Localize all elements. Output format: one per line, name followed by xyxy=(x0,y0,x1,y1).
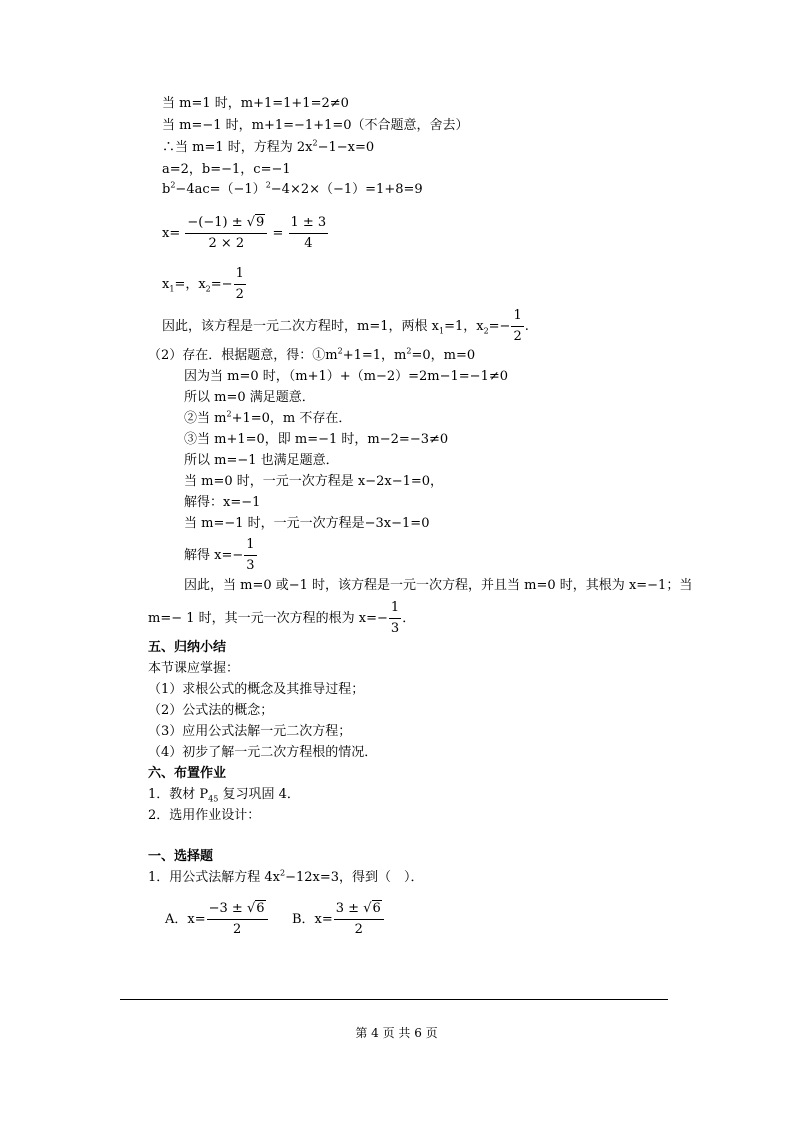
line-part-2: （2）存在．根据题意，得：$①m^2+1=1$，$m^2=0$，m=0 xyxy=(148,346,476,363)
section-heading-summary: 五、归纳小结 xyxy=(148,640,227,655)
line-root-formula: x= $\frac{-(-1) \pm √9}{2 \times 2}$ = $\frac{1 \pm 3}{4}$ xyxy=(162,213,329,254)
homework-item-2: 2．选用作业设计： xyxy=(148,808,261,823)
line-m-1: 当 m=−1 时，m+1=−1+1=0（不合题意，舍去） xyxy=(162,118,469,133)
summary-intro: 本节课应掌握： xyxy=(148,661,240,676)
line-coefficients: a=2，b=−1，c=−1 xyxy=(162,162,291,177)
line-satisfy-2: 所以 m=−1 也满足题意． xyxy=(184,453,339,468)
fraction-2: $\frac{1 \pm 3}{4}$ xyxy=(290,215,327,251)
question-1: 1．用公式法解方程 $4x^2-12x=3$，得到（ ）． xyxy=(148,868,424,885)
summary-item-3: （3）应用公式法解一元二次方程； xyxy=(148,724,352,739)
fraction-1: $\frac{-(-1) \pm √9}{2 \times 2}$ xyxy=(185,213,267,254)
line-linear-1: 当 m=0 时，一元一次方程是 x−2x−1=0， xyxy=(184,474,444,489)
option-a: A．x= $\frac{-3 \pm √6}{2}$ xyxy=(165,899,269,940)
line-conclusion-2: 因此，当 m=0 或−1 时，该方程是一元一次方程，并且当 m=0 时，其根为 x=−1；当 xyxy=(184,578,693,593)
line-linear-2: 当 m=−1 时，一元一次方程是−3x−1=0 xyxy=(184,516,430,531)
line-case-3: ③当 m+1=0，即 m=−1 时，m−2=−3≠0 xyxy=(184,432,449,447)
summary-item-2: （2）公式法的概念； xyxy=(148,703,274,718)
line-solve-1: 解得：x=−1 xyxy=(184,495,261,510)
line-m1: 当 m=1 时，m+1=1+1=2≠0 xyxy=(162,96,349,111)
line-conclusion-3: m=− 1 时，其一元一次方程的根为 x=− $\frac{1}{3}$ ． xyxy=(148,600,416,636)
line-equation: ∴当 m=1 时，方程为 $2x^2-1-x=0$ xyxy=(162,138,375,155)
page-number: 第 4 页 共 6 页 xyxy=(355,1026,438,1040)
section-heading-homework: 六、布置作业 xyxy=(148,766,227,781)
option-b: B．x= $\frac{3 \pm √6}{2}$ xyxy=(292,899,385,940)
line-discriminant: $b^2-4ac=(-1)^2-4\times 2\times(-1)=1+8=9$ xyxy=(162,180,423,197)
summary-item-4: （4）初步了解一元二次方程根的情况． xyxy=(148,745,378,760)
line-roots: $x_1=$，$x_2=-$ $\frac{1}{2}$ xyxy=(162,266,244,302)
line-conclusion-1: 因此，该方程是一元二次方程时，m=1，两根 $x_1=1$，$x_2=-$ $\frac{1}{2}$ . xyxy=(162,308,529,344)
homework-item-1: 1．教材 $P_{45}$ 复习巩固 4． xyxy=(148,787,300,804)
line-case-2: ②当 $m^2+1=0$，m 不存在． xyxy=(184,409,352,426)
footer-divider xyxy=(120,999,668,1000)
summary-item-1: （1）求根公式的概念及其推导过程； xyxy=(148,682,365,697)
line-because: 因为当 m=0 时，（m+1）+（m−2）=2m−1=−1≠0 xyxy=(184,369,509,384)
section-heading-choice: 一、选择题 xyxy=(148,849,214,864)
line-solve-2: 解得 x=− $\frac{1}{3}$ xyxy=(184,537,255,573)
line-satisfy-1: 所以 m=0 满足题意． xyxy=(184,390,315,405)
